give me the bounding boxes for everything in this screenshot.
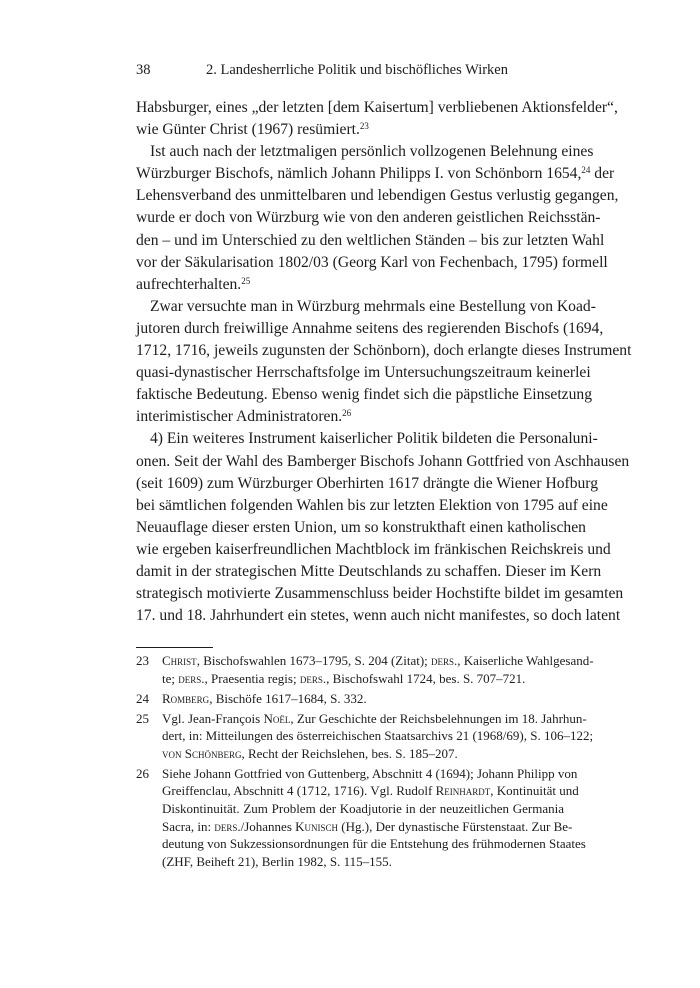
text-line [136, 274, 564, 296]
text-line-continuation: der [590, 165, 615, 183]
text-line-content: wie ergeben kaiserfreundlichen Machtblock im fränkischen Reichskreis und [136, 540, 611, 558]
text-line [136, 583, 624, 605]
footnote-line [162, 765, 578, 783]
footnote-number: 23 [136, 653, 149, 668]
footnote-number: 24 [136, 690, 149, 706]
running-head: 2. Landesherrliche Politik und bischöfliches Wirken [206, 62, 508, 78]
text-line-content: 1712, 1716, jeweils zugunsten der Schönborn), doch erlangte dieses Instrument [136, 342, 632, 360]
text-line [136, 473, 598, 495]
text-line-content: 17. und 18. Jahrhundert ein stetes, wenn auch nicht manifestes, so doch latent [136, 607, 621, 625]
text-line [136, 362, 591, 384]
text-line-content: vor der Säkularisation 1802/03 (Georg Karl von Fechenbach, 1795) formell [136, 253, 608, 271]
footnote [136, 765, 586, 871]
footnote-line [162, 710, 587, 728]
footnote-segment: te; [162, 670, 179, 686]
text-line-content: interimistischer Administratoren. [136, 408, 343, 426]
footnote-text [162, 652, 594, 687]
author-name: Romberg [162, 690, 210, 706]
footnote [136, 710, 594, 763]
footnote-text [162, 690, 564, 708]
footnote-text [162, 710, 594, 763]
footnote-number: 26 [136, 765, 149, 781]
text-line-content: aufrechterhalten. [136, 275, 242, 293]
author-name: von Schönberg [162, 745, 242, 761]
text-line-content: damit in der strategischen Mitte Deutschlands zu schaffen. Dieser im Kern [136, 562, 602, 580]
author-name: Reinhardt [435, 783, 491, 799]
footnote [136, 690, 564, 708]
text-line [136, 340, 632, 362]
text-line [136, 605, 621, 627]
footnote-segment: (Hg.), Der dynastische Fürstenstaat. Zur Be- [338, 818, 573, 834]
footnote-segment: , Kontinuität und [490, 783, 579, 799]
footnote-reference: 24 [581, 165, 591, 176]
text-line [136, 406, 564, 428]
footnote-rule [136, 647, 213, 648]
footnote-line [162, 690, 564, 708]
footnote-line [162, 800, 564, 818]
text-line [136, 428, 598, 450]
footnote-line [162, 745, 564, 763]
footnote-segment: , Bischofswahlen 1673–1795, S. 204 (Zitat); [196, 653, 432, 668]
footnote-line [162, 835, 586, 853]
text-line [136, 185, 619, 207]
text-line [136, 252, 608, 274]
footnote-segment: , Bischofswahl 1724, bes. S. 707–721. [326, 670, 526, 686]
author-name: Christ [162, 653, 197, 668]
footnote-line [162, 652, 594, 670]
footnote-reference: 26 [342, 408, 352, 419]
text-line [136, 230, 605, 252]
footnote-segment: (ZHF, Beiheft 21), Berlin 1982, S. 115–155. [162, 853, 392, 869]
text-line [136, 517, 586, 539]
footnote-segment: /Johannes [240, 818, 296, 834]
footnotes [136, 652, 594, 873]
text-line [136, 561, 602, 583]
footnote-segment: , Bischöfe 1617–1684, S. 332. [209, 690, 367, 706]
footnote [136, 652, 594, 687]
author-name: Noël [263, 710, 291, 726]
text-line [136, 539, 611, 561]
footnote-reference: 25 [241, 275, 251, 286]
author-name: ders. [431, 653, 458, 668]
footnote-line [162, 782, 579, 800]
text-line-content: 4) Ein weiteres Instrument kaiserlicher Politik bildeten die Personaluni- [150, 430, 598, 448]
footnote-segment: , Zur Geschichte der Reichsbelehnungen im 18. Jahrhun- [290, 710, 587, 726]
text-line [136, 296, 596, 318]
text-line-content: wurde er doch von Würzburg wie von den anderen geistlichen Reichsstän- [136, 209, 601, 227]
text-line [136, 451, 630, 473]
text-line-content: strategisch motivierte Zusammenschluss beider Hochstifte bildet im gesamten [136, 585, 624, 603]
text-line-content: bei sämtlichen folgenden Wahlen bis zur letzten Elektion von 1795 auf eine [136, 496, 608, 514]
text-line [136, 141, 594, 163]
main-text [136, 97, 632, 627]
text-line [136, 119, 564, 141]
text-line [136, 207, 601, 229]
text-line-content: Neuauflage dieser ersten Union, um so konstrukthaft einen katholischen [136, 518, 586, 536]
footnote-text [162, 765, 586, 871]
page-header [136, 60, 564, 80]
text-line-content: wie Günter Christ (1967) resümiert. [136, 121, 360, 139]
text-line-content: faktische Bedeutung. Ebenso wenig findet sich die päpstliche Einsetzung [136, 386, 592, 404]
footnote-segment: , Praesentia regis; [204, 670, 300, 686]
text-line [136, 384, 592, 406]
author-name: ders. [178, 670, 205, 686]
text-line [136, 318, 604, 340]
text-line-content: (seit 1609) zum Würzburger Oberhirten 1617 drängte die Wiener Hofburg [136, 474, 598, 492]
footnote-segment: , Kaiserliche Wahlgesand- [457, 653, 594, 668]
footnote-segment: Diskontinuität. Zum Problem der Koadjutorie in der neuzeitlichen Germania [162, 800, 564, 816]
text-line [136, 163, 615, 185]
footnote-segment: Vgl. Jean-François [162, 710, 264, 726]
author-name: Kunisch [295, 818, 339, 834]
footnote-line [162, 818, 573, 836]
footnote-line [162, 853, 564, 871]
footnote-line [162, 670, 564, 688]
footnote-segment: dert, in: Mitteilungen des österreichischen Staatsarchivs 21 (1968/69), S. 106–122; [162, 728, 594, 744]
footnote-segment: Sacra, in: [162, 818, 215, 834]
page-number: 38 [136, 62, 151, 78]
text-line [136, 97, 618, 119]
footnote-number: 25 [136, 710, 149, 726]
author-name: ders. [214, 818, 241, 834]
footnote-segment: deutung von Sukzessionsordnungen für die Entstehung des frühmodernen Staates [162, 836, 586, 852]
text-line-content: Lehensverband des unmittelbaren und lebendigen Gestus verlustig gegangen, [136, 187, 619, 205]
footnote-reference: 23 [359, 121, 369, 132]
text-line-content: quasi-dynastischer Herrschaftsfolge im Untersuchungszeitraum keinerlei [136, 364, 591, 382]
text-line-content: onen. Seit der Wahl des Bamberger Bischofs Johann Gottfried von Aschhausen [136, 452, 630, 470]
footnote-segment: Siehe Johann Gottfried von Guttenberg, Abschnitt 4 (1694); Johann Philipp von [162, 765, 578, 781]
text-line-content: Würzburger Bischofs, nämlich Johann Philipps I. von Schönborn 1654, [136, 165, 582, 183]
footnote-segment: , Recht der Reichslehen, bes. S. 185–207. [241, 745, 458, 761]
text-line [136, 495, 608, 517]
text-line-content: Habsburger, eines „der letzten [dem Kaisertum] verbliebenen Aktionsfelder“, [136, 99, 618, 116]
text-line-content: Ist auch nach der letztmaligen persönlich vollzogenen Belehnung eines [150, 143, 594, 161]
footnote-line [162, 727, 594, 745]
text-line-content: den – und im Unterschied zu den weltlichen Ständen – bis zur letzten Wahl [136, 231, 605, 249]
footnote-segment: Greiffenclau, Abschnitt 4 (1712, 1716). Vgl. Rudolf [162, 783, 436, 799]
text-line-content: jutoren durch freiwillige Annahme seitens des regierenden Bischofs (1694, [136, 319, 604, 337]
author-name: ders. [299, 670, 327, 686]
text-line-content: Zwar versuchte man in Würzburg mehrmals eine Bestellung von Koad- [150, 297, 596, 315]
